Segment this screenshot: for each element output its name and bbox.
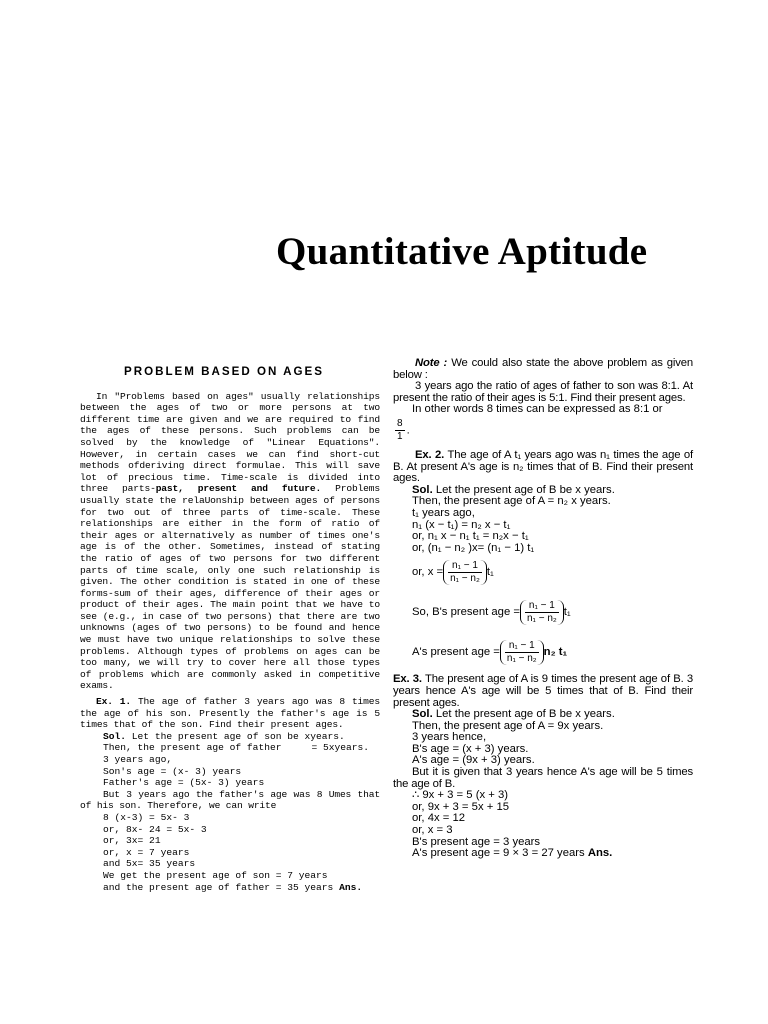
example-3-text: The present age of A is 9 times the present age of B. 3 years hence A's age will be 5 times that of B. Find their present ages. <box>393 673 693 709</box>
example-1-question <box>80 696 380 731</box>
step-condition: But 3 years ago the father's age was 8 Umes that of his son. Therefore, we can write <box>80 788 380 812</box>
s3-b-present: B's present age = 3 years <box>412 835 541 848</box>
step-father-age <box>80 742 380 754</box>
solution-1-intro <box>80 731 380 743</box>
fraction-denominator: n₁ − n₂ <box>506 652 537 664</box>
formula-suffix: t₁ <box>486 565 494 578</box>
s3-a-present <box>393 848 693 860</box>
s3-a-age: A's age = (9x + 3) years. <box>412 754 535 767</box>
equation-5: and 5x= 35 years <box>103 858 196 870</box>
solution-1-label: Sol. <box>103 730 127 742</box>
fraction-denominator: n₁ − n₂ <box>526 612 557 624</box>
solution-3-intro <box>393 709 693 721</box>
fraction-denominator: n₁ − n₂ <box>450 572 480 584</box>
s2-x-formula <box>393 554 693 590</box>
formula-prefix: or, x = <box>412 565 444 578</box>
example-3-question <box>393 674 693 709</box>
intro-text-continued: Problems usually state the relaUonship between ages of persons for two out of three parts of time-scale. These relationships are either in the form of ratio of their ages or alternatively as number of times one's age is of the other. Sometimes, instead of stating the ratio of ages of two persons for two different parts of time scale, only one such relationship is given. The other condition is stated in one of these forms-sum of their ages, difference of their ages or product of their ages. The main point that we have to see (e.g., in case of two persons) that there are two unknowns (ages of two persons) to be found and hence we must have two unique relationships to solve these problems. Although types of problems on ages can be too many, we will try to cover here all those types of problems which are commonly asked in competitive exams. <box>80 483 380 692</box>
fraction-denominator: 1 <box>397 430 403 442</box>
s3-condition: But it is given that 3 years hence A's age will be 5 times the age of B. <box>393 766 693 790</box>
result-father <box>80 882 380 894</box>
note-paragraph <box>393 358 693 381</box>
fraction <box>448 560 482 585</box>
fraction <box>525 600 559 625</box>
s2-then: Then, the present age of A = n₂ x years. <box>412 495 611 508</box>
fraction-8-over-1 <box>395 418 405 443</box>
solution-3-label: Sol. <box>412 708 433 721</box>
s3-equation-4: or, x = 3 <box>412 824 453 837</box>
step-value: = 5xyears. <box>311 742 370 754</box>
s3-equation-3: or, 4x = 12 <box>412 812 466 825</box>
example-2-text: The age of A t₁ years ago was n₁ times the age of B. At present A's age is n₂ times that of B. Find their present ages. <box>393 448 693 485</box>
answer-label: Ans. <box>339 881 363 893</box>
fraction-numerator: n₁ − 1 <box>525 600 559 613</box>
example-1-label: Ex. 1. <box>96 696 131 708</box>
step-father-age-past: Father's age = (5x- 3) years <box>103 777 265 789</box>
step-son-age: Son's age = (x- 3) years <box>103 765 242 777</box>
s2-equation-1: n₁ (x − t₁) = n₂ x − t₁ <box>412 518 511 531</box>
s3-equation-1: ∴ 9x + 3 = 5 (x + 3) <box>412 789 509 802</box>
intro-bold-text: past, present and future. <box>155 483 322 495</box>
formula-prefix: A's present age = <box>412 645 500 658</box>
intro-paragraph <box>80 391 380 692</box>
formula-prefix: So, B's present age = <box>412 605 520 618</box>
solution-3-text: Let the present age of B be x years. <box>432 708 615 721</box>
example-1-text: The age of father 3 years ago was 8 times the age of his son. Presently the father's age is 5 times that of the son. Find their present ages. <box>80 696 380 731</box>
note-text: We could also state the above problem as given below : <box>393 357 693 381</box>
s3-hence: 3 years hence, <box>412 731 487 744</box>
right-column <box>393 358 693 860</box>
paren-group <box>500 640 544 665</box>
formula-suffix: n₂ t₁ <box>543 645 568 658</box>
s2-equation-2: or, n₁ x − n₁ t₁ = n₂x − t₁ <box>412 530 529 543</box>
example-2-label: Ex. 2. <box>415 448 445 461</box>
paren-group <box>443 560 487 585</box>
s2-b-present-age <box>393 594 693 630</box>
solution-1-text: Let the present age of son be xyears. <box>126 730 345 742</box>
equation-4: or, x = 7 years <box>103 846 190 858</box>
step-3-years-ago: 3 years ago, <box>103 754 173 765</box>
s2-t1-years-ago: t₁ years ago, <box>412 506 475 519</box>
result-text: A's present age = 9 × 3 = 27 years <box>412 847 585 860</box>
note-other-words: In other words 8 times can be expressed as 8:1 or <box>412 403 663 416</box>
solution-2-text: Let the present age of B be x years. <box>432 483 615 496</box>
s2-a-present-age <box>393 634 693 670</box>
example-3-label: Ex. 3. <box>393 673 422 686</box>
note-fraction <box>393 418 693 443</box>
solution-2-label: Sol. <box>412 483 433 496</box>
fraction-dot: . <box>406 424 410 437</box>
formula-suffix: t₁ <box>563 605 571 618</box>
fraction <box>505 640 539 665</box>
s3-b-age: B's age = (x + 3) years. <box>412 742 529 755</box>
page-title: Quantitative Aptitude <box>276 230 648 273</box>
section-heading: PROBLEM BASED ON AGES <box>123 365 325 378</box>
left-column <box>80 366 380 893</box>
example-2-question <box>393 450 693 485</box>
paren-group <box>520 600 564 625</box>
s3-then: Then, the present age of A = 9x years. <box>412 719 604 732</box>
equation-3: or, 3x= 21 <box>103 835 161 847</box>
note-question: 3 years ago the ratio of ages of father to son was 8:1. At present the ratio of their ages is 5:1. Find their present ages. <box>393 380 693 404</box>
fraction-numerator: n₁ − 1 <box>505 640 539 653</box>
result-son: We get the present age of son = 7 years <box>103 869 328 881</box>
result-text: and the present age of father = 35 years <box>103 881 334 893</box>
fraction-numerator: 8 <box>397 417 403 429</box>
answer-label: Ans. <box>587 847 613 860</box>
note-label: Note : <box>415 357 448 369</box>
equation-2: or, 8x- 24 = 5x- 3 <box>103 823 207 835</box>
step-text: Then, the present age of father <box>103 742 282 754</box>
s3-equation-2: or, 9x + 3 = 5x + 15 <box>412 800 510 813</box>
intro-text: In "Problems based on ages" usually relationships between the ages of two or more persons at two different time are given and we are required to find the ages of these persons. Such problems can be solved by the knowledge of "Linear Equations". However, in certain cases we can find short-cut methods ofderiving direct formulae. This will save lot of precious time. Time-scale is divided into three parts- <box>80 390 380 495</box>
s2-equation-3: or, (n₁ − n₂ )x= (n₁ − 1) t₁ <box>412 541 535 554</box>
equation-1: 8 (x-3) = 5x- 3 <box>103 811 190 823</box>
fraction-numerator: n₁ − 1 <box>448 560 482 573</box>
